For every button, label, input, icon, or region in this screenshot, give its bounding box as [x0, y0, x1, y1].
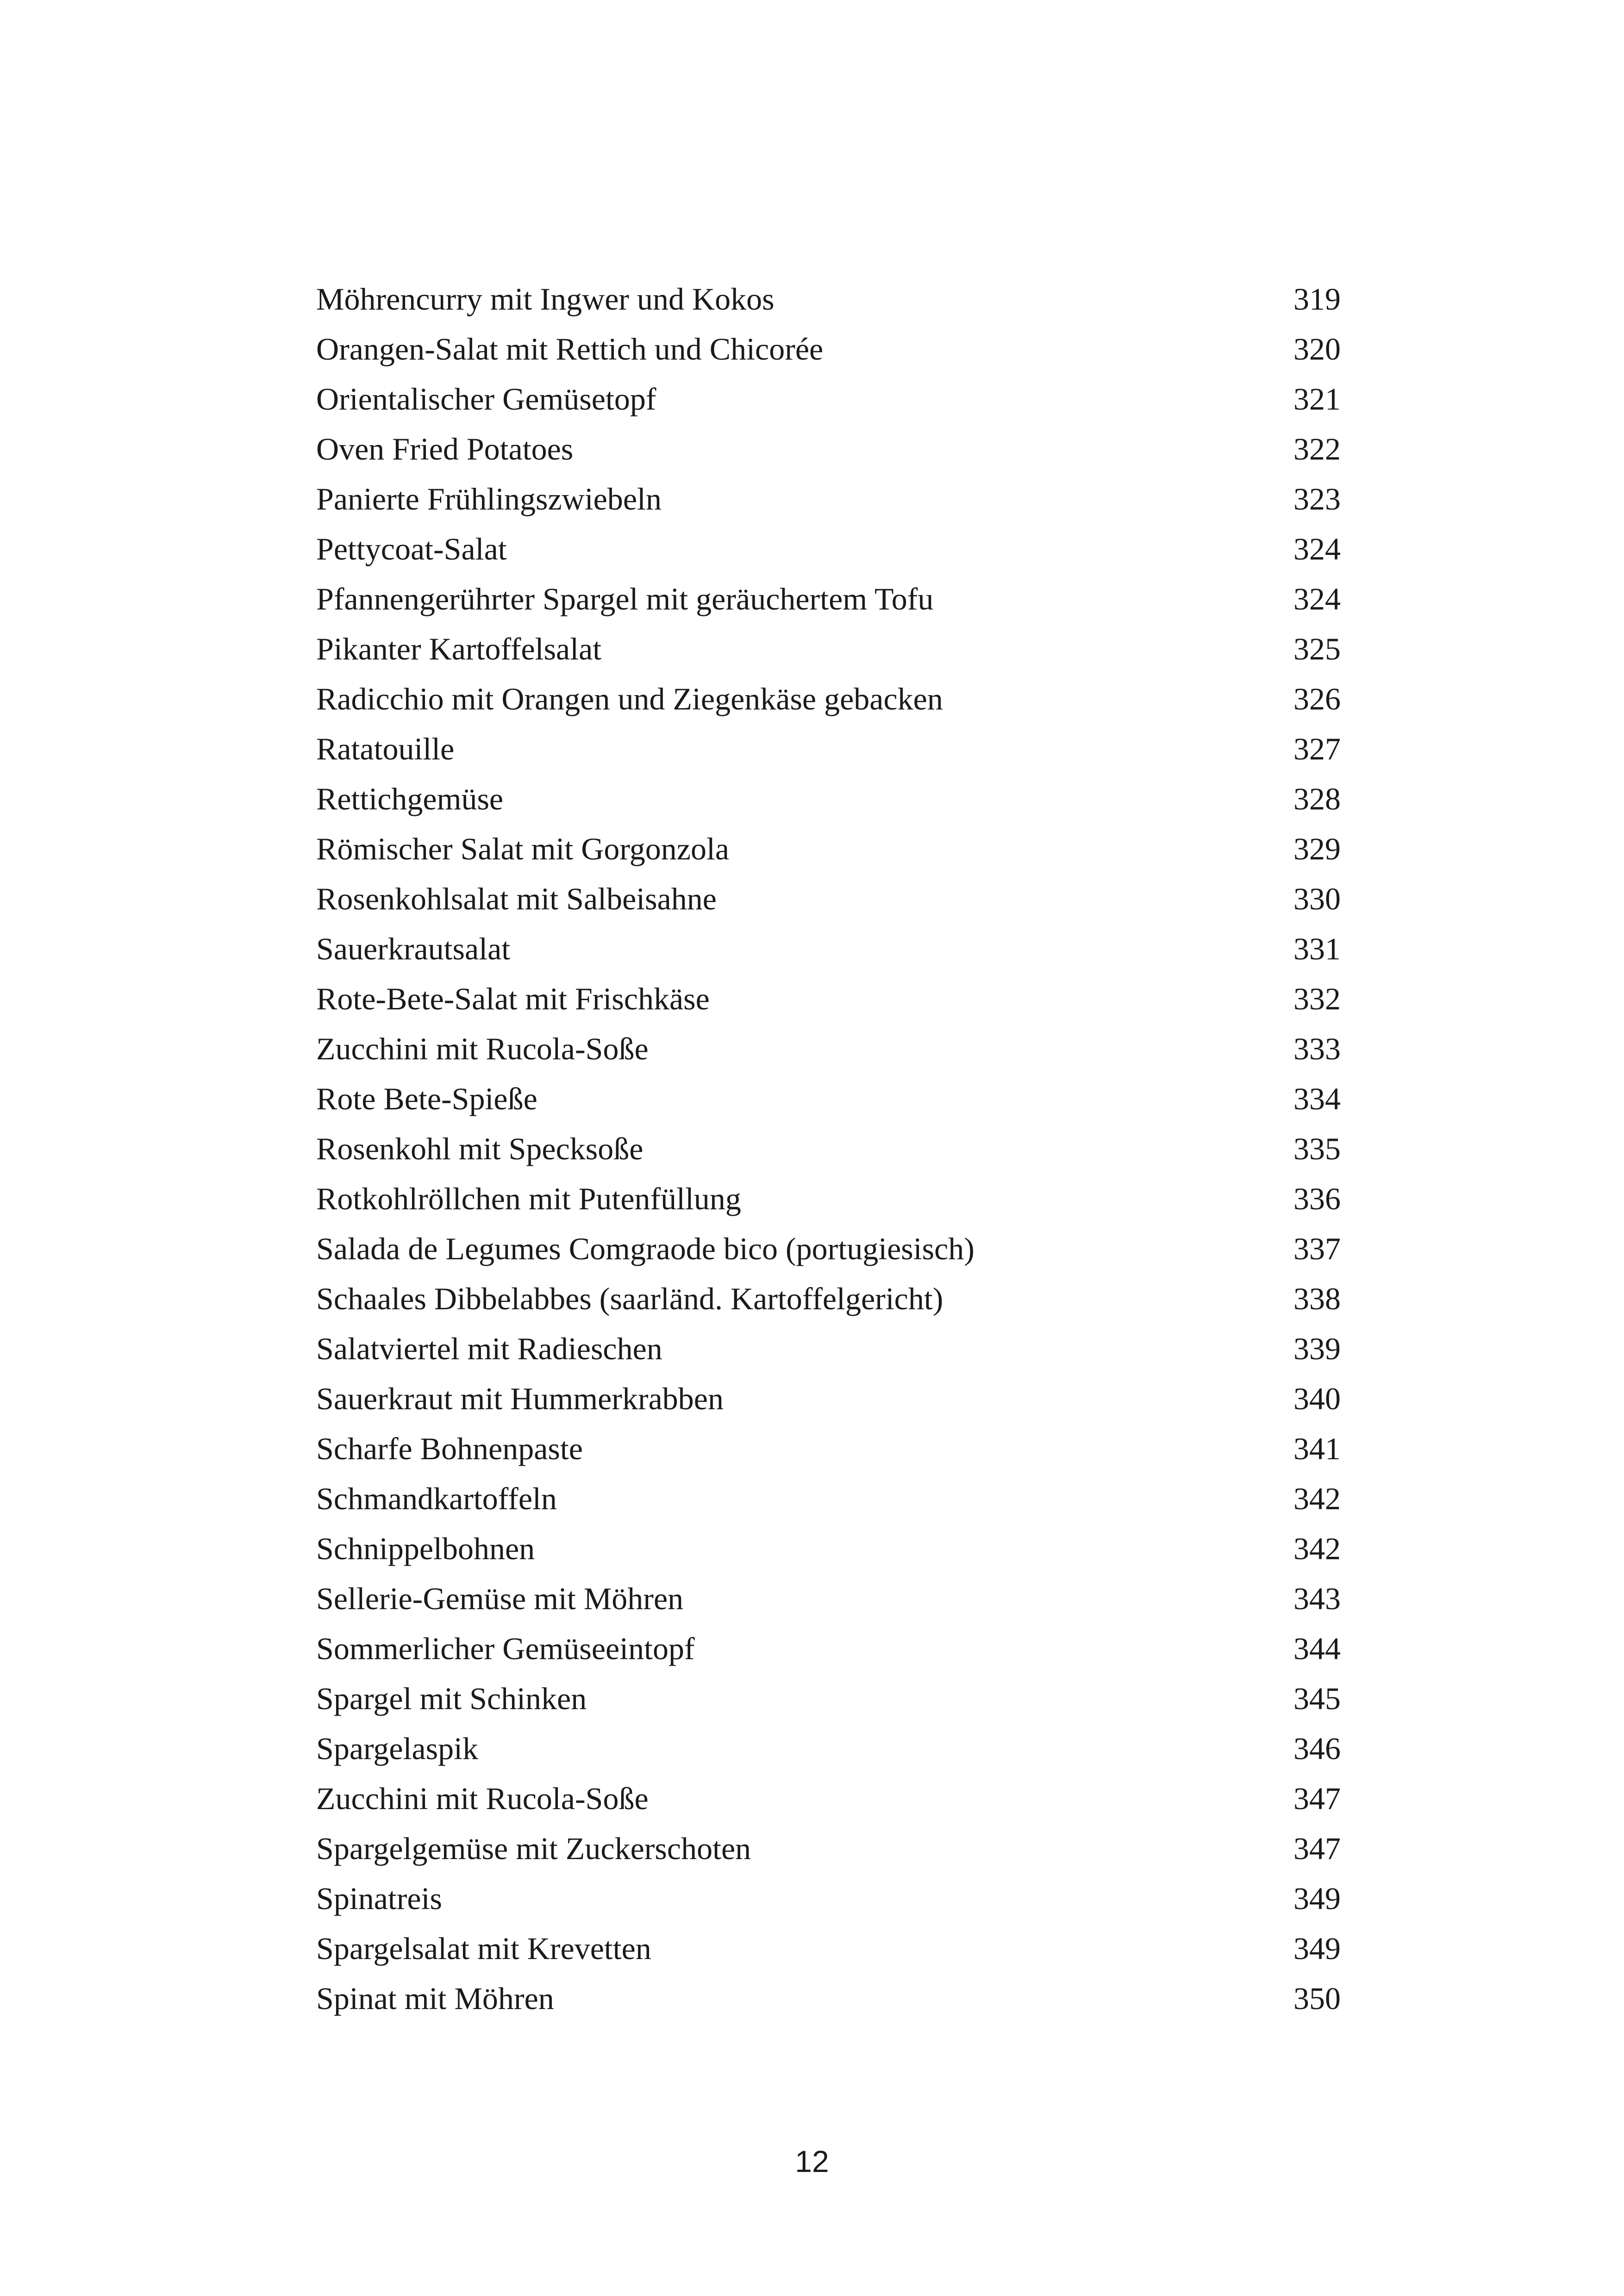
toc-entry: [316, 424, 1341, 474]
toc-entry: [316, 1274, 1341, 1324]
toc-entry: [316, 724, 1341, 774]
toc-entry-title: Zucchini mit Rucola-Soße: [316, 1781, 649, 1816]
toc-entry: [316, 1124, 1341, 1174]
toc-entry-page: 335: [1293, 1131, 1341, 1166]
toc-entry: [316, 1873, 1341, 1923]
toc-entry-page: 338: [1293, 1281, 1341, 1316]
toc-entry: [316, 574, 1341, 624]
toc-entry-page: 332: [1293, 981, 1341, 1016]
toc-entry: [316, 1624, 1341, 1674]
toc-entry-page: 325: [1293, 631, 1341, 666]
toc-entry: [316, 1224, 1341, 1274]
toc-entry-page: 345: [1293, 1681, 1341, 1716]
toc-entry-title: Sellerie-Gemüse mit Möhren: [316, 1581, 684, 1616]
toc-entry-title: Rettichgemüse: [316, 781, 504, 816]
toc-entry-title: Rote-Bete-Salat mit Frischkäse: [316, 981, 710, 1016]
toc-entry-title: Spargelsalat mit Krevetten: [316, 1931, 651, 1966]
toc-entry: [316, 974, 1341, 1024]
toc-entry: [316, 374, 1341, 424]
toc-entry: [316, 824, 1341, 874]
toc-entry-page: 334: [1293, 1081, 1341, 1116]
toc-entry-page: 347: [1293, 1831, 1341, 1866]
toc-entry-page: 326: [1293, 681, 1341, 716]
toc-entry-page: 341: [1293, 1431, 1341, 1466]
toc-entry-page: 328: [1293, 781, 1341, 816]
toc-entry-page: 324: [1293, 581, 1341, 616]
toc-entry-title: Oven Fried Potatoes: [316, 431, 574, 467]
toc-entry-title: Schmandkartoffeln: [316, 1481, 557, 1516]
toc-entry: [316, 1024, 1341, 1074]
toc-entry-page: 330: [1293, 881, 1341, 916]
toc-entry-title: Sauerkraut mit Hummerkrabben: [316, 1381, 724, 1416]
toc-entry-title: Ratatouille: [316, 731, 455, 766]
toc-entry: [316, 774, 1341, 824]
toc-entry-title: Radicchio mit Orangen und Ziegenkäse gebacken: [316, 681, 943, 716]
toc-entry-title: Pfannengerührter Spargel mit geräuchertem Tofu: [316, 581, 934, 616]
toc-entry-title: Salatviertel mit Radieschen: [316, 1331, 662, 1366]
toc-entry-title: Pettycoat-Salat: [316, 531, 507, 566]
toc-entry-page: 339: [1293, 1331, 1341, 1366]
toc-entry-page: 320: [1293, 331, 1341, 367]
toc-entry-title: Pikanter Kartoffelsalat: [316, 631, 602, 666]
toc-entry-title: Möhrencurry mit Ingwer und Kokos: [316, 281, 775, 317]
toc-entry-title: Rosenkohl mit Specksoße: [316, 1131, 643, 1166]
toc-entry-title: Rotkohlröllchen mit Putenfüllung: [316, 1181, 741, 1216]
toc-entry-title: Spargelgemüse mit Zuckerschoten: [316, 1831, 751, 1866]
toc-entry: [316, 1973, 1341, 2023]
toc-entry-page: 347: [1293, 1781, 1341, 1816]
toc-entry: [316, 524, 1341, 574]
toc-entry: [316, 474, 1341, 524]
toc-entry-title: Rote Bete-Spieße: [316, 1081, 537, 1116]
toc-entry-title: Orientalischer Gemüsetopf: [316, 381, 656, 417]
toc-entry-page: 319: [1293, 281, 1341, 317]
toc-entry-title: Spinat mit Möhren: [316, 1981, 554, 2016]
toc-entry: [316, 1524, 1341, 1574]
toc-entry: [316, 624, 1341, 674]
toc-entry-page: 336: [1293, 1181, 1341, 1216]
toc-entry-title: Römischer Salat mit Gorgonzola: [316, 831, 730, 866]
toc-entry-title: Schnippelbohnen: [316, 1531, 535, 1566]
toc-entry: [316, 924, 1341, 974]
toc-entry-title: Scharfe Bohnenpaste: [316, 1431, 583, 1466]
toc-entry: [316, 1823, 1341, 1873]
toc-entry: [316, 1424, 1341, 1474]
toc-entry: [316, 1674, 1341, 1724]
page-number: 12: [795, 2144, 829, 2178]
toc-entry-title: Panierte Frühlingszwiebeln: [316, 481, 662, 516]
toc-entry-title: Spargel mit Schinken: [316, 1681, 587, 1716]
toc-entry-page: 331: [1293, 931, 1341, 966]
toc-entry-page: 343: [1293, 1581, 1341, 1616]
toc-entry-page: 349: [1293, 1881, 1341, 1916]
toc-entry-title: Zucchini mit Rucola-Soße: [316, 1031, 649, 1066]
toc-entry-page: 349: [1293, 1931, 1341, 1966]
toc-entry-page: 333: [1293, 1031, 1341, 1066]
toc-entry: [316, 874, 1341, 924]
toc-entry: [316, 1474, 1341, 1524]
toc-entry: [316, 1773, 1341, 1823]
toc-entry-page: 342: [1293, 1481, 1341, 1516]
toc-entry-page: 322: [1293, 431, 1341, 467]
toc-entry-page: 342: [1293, 1531, 1341, 1566]
toc-entry: [316, 1324, 1341, 1374]
toc-entry-page: 340: [1293, 1381, 1341, 1416]
toc-entry: [316, 1074, 1341, 1124]
toc-entry: [316, 324, 1341, 374]
toc-entry: [316, 674, 1341, 724]
toc-entry-title: Sommerlicher Gemüseeintopf: [316, 1631, 695, 1666]
toc-entry-page: 337: [1293, 1231, 1341, 1266]
toc-entry-title: Spinatreis: [316, 1881, 442, 1916]
toc-entry-page: 344: [1293, 1631, 1341, 1666]
toc-entry: [316, 1724, 1341, 1773]
table-of-contents: [316, 274, 1341, 2023]
toc-entry-page: 350: [1293, 1981, 1341, 2016]
toc-entry: [316, 1923, 1341, 1973]
toc-entry-page: 323: [1293, 481, 1341, 516]
toc-entry: [316, 1174, 1341, 1224]
toc-entry-page: 324: [1293, 531, 1341, 566]
toc-entry: [316, 1574, 1341, 1624]
toc-entry-page: 346: [1293, 1731, 1341, 1766]
toc-entry-title: Salada de Legumes Comgraode bico (portugiesisch): [316, 1231, 974, 1266]
toc-entry-title: Rosenkohlsalat mit Salbeisahne: [316, 881, 717, 916]
toc-entry: [316, 274, 1341, 324]
toc-entry-title: Spargelaspik: [316, 1731, 479, 1766]
toc-entry-title: Schaales Dibbelabbes (saarländ. Kartoffelgericht): [316, 1281, 943, 1316]
toc-entry-page: 329: [1293, 831, 1341, 866]
toc-entry-title: Sauerkrautsalat: [316, 931, 511, 966]
toc-entry-page: 327: [1293, 731, 1341, 766]
toc-entry-title: Orangen-Salat mit Rettich und Chicorée: [316, 331, 824, 367]
toc-entry: [316, 1374, 1341, 1424]
toc-entry-page: 321: [1293, 381, 1341, 417]
